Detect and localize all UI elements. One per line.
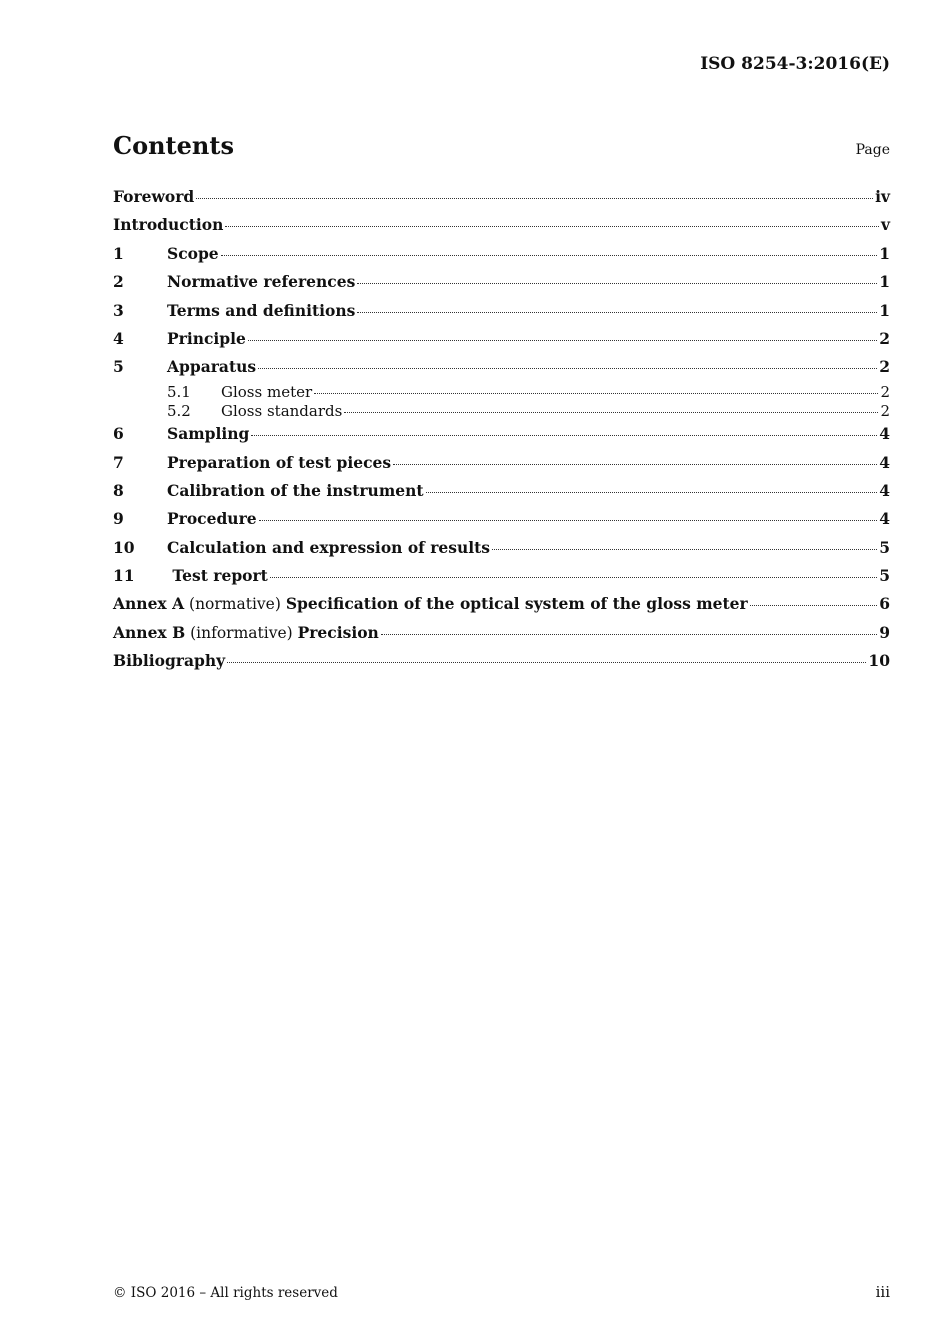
toc-entry-page: 4 — [879, 480, 890, 500]
toc-entry-title-text: Introduction — [113, 215, 224, 235]
toc-entry-page: 2 — [879, 357, 890, 377]
toc-entry[interactable] — [113, 326, 890, 354]
toc-entry-title-text: Gloss meter — [221, 382, 313, 401]
toc-entry-title — [167, 539, 490, 557]
toc-entry[interactable] — [113, 591, 890, 619]
toc-entry-page: 1 — [879, 243, 890, 263]
toc-entry-title — [167, 510, 257, 528]
toc-entry[interactable] — [113, 506, 890, 534]
toc-entry-title-text: Foreword — [113, 187, 195, 206]
toc-entry-title — [167, 245, 219, 263]
dot-leader — [270, 577, 877, 578]
toc-entry-page: 4 — [879, 424, 890, 444]
toc-entry-title — [167, 302, 355, 320]
toc-entry-page: 4 — [879, 509, 890, 529]
toc-entry-number: 2 — [113, 272, 124, 292]
toc-entry-title — [113, 652, 225, 670]
toc-entry-title-text: Annex B — [113, 622, 186, 642]
toc-subentry[interactable] — [113, 402, 890, 421]
toc-entry[interactable] — [113, 298, 890, 326]
toc-entry-number: 4 — [113, 328, 124, 348]
toc-entry-page: 1 — [879, 300, 890, 320]
toc-entry-title-text: Scope — [167, 243, 219, 263]
toc-entry-page: 6 — [879, 594, 890, 614]
toc-entry-number: 11 — [113, 566, 135, 586]
dot-leader — [492, 549, 877, 550]
toc-entry-title-text: Principle — [167, 328, 246, 348]
toc-entry-title — [167, 425, 249, 443]
dot-leader — [251, 435, 877, 436]
dot-leader — [357, 283, 877, 284]
toc-entry-number: 9 — [113, 509, 124, 529]
page-column-label: Page — [855, 142, 890, 158]
dot-leader — [381, 634, 877, 635]
toc-entry[interactable] — [113, 450, 890, 478]
toc-entry[interactable] — [113, 212, 890, 240]
toc-entry[interactable] — [113, 620, 890, 648]
dot-leader — [196, 198, 873, 199]
toc-entry-title — [167, 482, 424, 500]
toc-entry-page: 2 — [879, 328, 890, 348]
toc-entry-title-text: Calibration of the instrument — [167, 480, 424, 500]
copyright-notice: © ISO 2016 – All rights reserved — [113, 1285, 338, 1301]
toc-entry-title — [167, 567, 268, 585]
dot-leader — [426, 492, 878, 493]
dot-leader — [344, 412, 878, 413]
dot-leader — [314, 393, 878, 394]
toc-annex-type: (informative) — [185, 623, 298, 642]
toc-entry-number: 3 — [113, 300, 124, 320]
toc-entry-number: 10 — [113, 537, 135, 557]
dot-leader — [225, 226, 879, 227]
toc-entry[interactable] — [113, 184, 890, 212]
toc-entry[interactable] — [113, 535, 890, 563]
dot-leader — [221, 255, 878, 256]
toc-entry-title-text: Normative references — [167, 272, 356, 292]
toc-entry[interactable] — [113, 354, 890, 382]
table-of-contents — [113, 184, 890, 677]
toc-entry-title — [167, 330, 246, 348]
dot-leader — [750, 605, 878, 606]
toc-entry-number: 5 — [113, 357, 124, 377]
page-number: iii — [875, 1283, 890, 1301]
toc-entry-number: 7 — [113, 452, 124, 472]
toc-entry[interactable] — [113, 478, 890, 506]
toc-entry-title-text: Annex A — [113, 594, 185, 614]
toc-annex-title: Precision — [297, 622, 379, 642]
toc-entry-page: 5 — [879, 537, 890, 557]
dot-leader — [259, 520, 878, 521]
toc-entry-page: iv — [875, 187, 890, 206]
toc-entry-title — [113, 188, 194, 206]
toc-entry-number: 1 — [113, 243, 124, 263]
toc-entry[interactable] — [113, 421, 890, 449]
toc-entry-title — [221, 383, 312, 401]
document-id: ISO 8254-3:2016(E) — [700, 54, 890, 74]
toc-entry-page: v — [880, 215, 890, 235]
toc-entry-number: 5.2 — [167, 401, 191, 420]
toc-entry[interactable] — [113, 269, 890, 297]
toc-subentry[interactable] — [113, 383, 890, 402]
toc-entry-title — [167, 358, 256, 376]
toc-annex-type: (normative) — [184, 595, 286, 614]
toc-entry-title-text: Sampling — [167, 424, 250, 444]
toc-entry-title-text: Bibliography — [113, 651, 226, 671]
dot-leader — [357, 312, 877, 313]
toc-entry-title-text: Test report — [167, 566, 268, 586]
toc-entry[interactable] — [113, 241, 890, 269]
toc-entry-page: 10 — [868, 651, 890, 671]
toc-entry-title-text: Procedure — [167, 509, 257, 529]
dot-leader — [227, 662, 866, 663]
toc-entry-title — [167, 273, 355, 291]
toc-entry-title — [113, 216, 223, 234]
toc-entry[interactable] — [113, 648, 890, 676]
toc-entry-number: 8 — [113, 480, 124, 500]
toc-annex-title: Specification of the optical system of the gloss meter — [285, 594, 748, 614]
contents-title: Contents — [113, 131, 234, 160]
toc-entry-number: 5.1 — [167, 382, 191, 401]
dot-leader — [393, 464, 877, 465]
toc-entry-number: 6 — [113, 424, 124, 444]
toc-entry-title-text: Gloss standards — [221, 401, 343, 420]
toc-entry-title — [221, 402, 342, 420]
toc-entry-title-text: Preparation of test pieces — [167, 452, 392, 472]
toc-entry-page: 2 — [880, 401, 890, 420]
toc-entry-page: 9 — [879, 622, 890, 642]
dot-leader — [248, 340, 877, 341]
toc-entry-title — [167, 454, 391, 472]
toc-entry-page: 2 — [880, 382, 890, 401]
toc-entry-title — [113, 595, 748, 613]
toc-entry-page: 4 — [879, 452, 890, 472]
toc-entry-title-text: Terms and definitions — [167, 300, 356, 320]
toc-entry-title-text: Apparatus — [167, 357, 257, 377]
toc-entry-title-text: Calculation and expression of results — [167, 537, 491, 557]
toc-entry-page: 5 — [879, 566, 890, 586]
toc-entry-title — [113, 624, 379, 642]
dot-leader — [258, 368, 877, 369]
toc-entry-page: 1 — [879, 272, 890, 292]
toc-entry[interactable] — [113, 563, 890, 591]
